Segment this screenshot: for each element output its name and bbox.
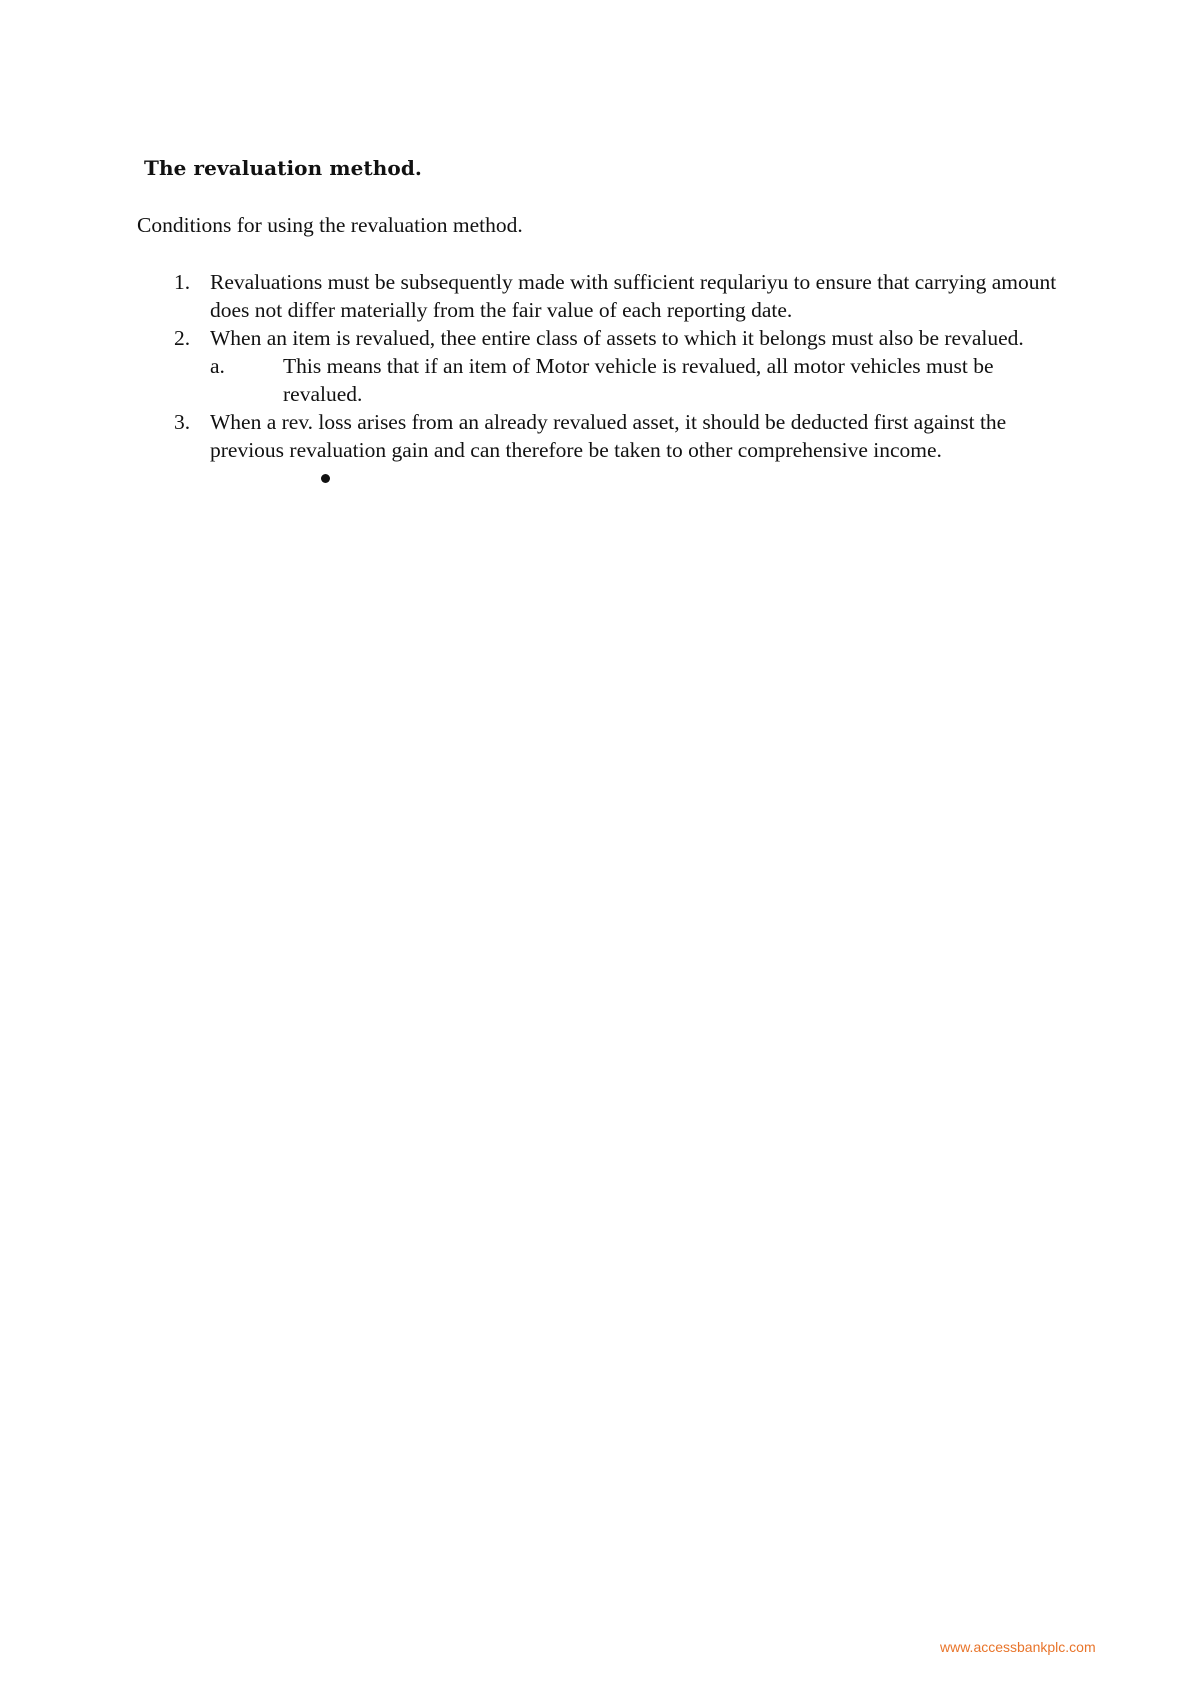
list-item-number: 2. xyxy=(174,326,191,350)
section-heading: The revaluation method. xyxy=(144,156,422,180)
sub-list-item-letter: a. xyxy=(210,354,225,378)
list-item-text: Revaluations must be subsequently made with sufficient reqularіyu to ensure that carrying amount does not differ materially from the fair value of each reporting date. xyxy=(210,270,1057,322)
empty-bullet-row xyxy=(210,464,1077,492)
footer-website-link[interactable]: www.accessbankplc.com xyxy=(940,1639,1096,1655)
conditions-list xyxy=(137,268,1077,492)
sub-list-item xyxy=(210,352,1077,408)
list-item xyxy=(137,324,1077,408)
intro-paragraph: Conditions for using the revaluation method. xyxy=(137,213,523,237)
list-item-text: When an item is revalued, thee entire class of assets to which it belongs must also be revalued. xyxy=(210,326,1024,350)
list-item-number: 3. xyxy=(174,410,191,434)
list-item xyxy=(137,268,1077,324)
sub-list-item-text: This means that if an item of Motor vehicle is revalued, all motor vehicles must be revalued. xyxy=(283,354,994,406)
bullet-icon xyxy=(321,474,330,483)
list-item xyxy=(137,408,1077,492)
list-item-text: When a rev. loss arises from an already revalued asset, it should be deducted first against the previous revaluation gain and can therefore be taken to other comprehensive income. xyxy=(210,410,1007,462)
list-item-number: 1. xyxy=(174,270,191,294)
